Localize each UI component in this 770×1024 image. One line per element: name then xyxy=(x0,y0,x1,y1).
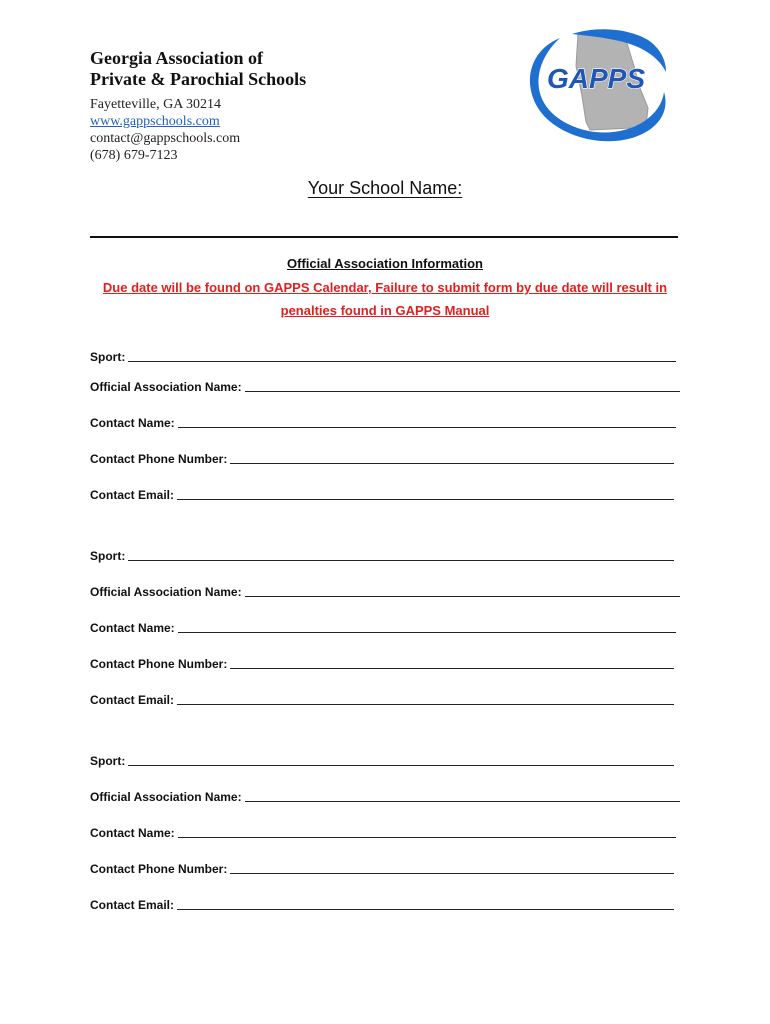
org-address: Fayetteville, GA 30214 xyxy=(90,97,222,112)
organization-info xyxy=(90,48,450,164)
school-name-title xyxy=(0,178,770,199)
field-line[interactable] xyxy=(245,391,680,392)
contact-name-field[interactable] xyxy=(90,414,676,430)
field-label: Contact Email: xyxy=(90,693,175,707)
association-name-field[interactable] xyxy=(90,583,680,599)
association-name-field[interactable] xyxy=(90,788,680,804)
field-label: Sport: xyxy=(90,549,126,563)
school-name-line[interactable] xyxy=(90,236,678,238)
field-label: Contact Name: xyxy=(90,621,175,635)
field-label: Contact Email: xyxy=(90,488,175,502)
logo-wordmark: GAPPS xyxy=(546,63,646,94)
sport-field[interactable] xyxy=(90,752,674,768)
association-name-field[interactable] xyxy=(90,378,680,394)
field-label: Contact Name: xyxy=(90,826,175,840)
contact-phone-field[interactable] xyxy=(90,655,674,671)
sport-field[interactable] xyxy=(90,348,676,364)
field-line[interactable] xyxy=(128,361,676,362)
org-name-line2: Private & Parochial Schools xyxy=(90,69,307,89)
contact-name-field[interactable] xyxy=(90,824,676,840)
contact-email-field[interactable] xyxy=(90,486,674,502)
org-phone: (678) 679-7123 xyxy=(90,148,178,163)
field-line[interactable] xyxy=(230,463,674,464)
field-label: Contact Name: xyxy=(90,416,175,430)
field-line[interactable] xyxy=(178,427,676,428)
field-line[interactable] xyxy=(177,499,674,500)
contact-phone-field[interactable] xyxy=(90,450,674,466)
field-label: Contact Phone Number: xyxy=(90,862,228,876)
field-line[interactable] xyxy=(230,668,674,669)
field-line[interactable] xyxy=(177,909,674,910)
org-email: contact@gappschools.com xyxy=(90,131,241,146)
due-date-warning xyxy=(92,276,678,322)
field-line[interactable] xyxy=(245,596,680,597)
field-line[interactable] xyxy=(230,873,674,874)
contact-phone-field[interactable] xyxy=(90,860,674,876)
field-label: Contact Phone Number: xyxy=(90,452,228,466)
org-website-link[interactable]: www.gappschools.com xyxy=(90,114,220,129)
field-line[interactable] xyxy=(128,765,674,766)
contact-email-field[interactable] xyxy=(90,896,674,912)
contact-name-field[interactable] xyxy=(90,619,676,635)
field-label: Contact Phone Number: xyxy=(90,657,228,671)
field-label: Contact Email: xyxy=(90,898,175,912)
sport-field[interactable] xyxy=(90,547,674,563)
field-line[interactable] xyxy=(177,704,674,705)
warning-line-2: penalties found in GAPPS Manual xyxy=(280,303,490,318)
warning-line-1: Due date will be found on GAPPS Calendar, Failure to submit form by due date will result in xyxy=(102,280,668,295)
org-name-line1: Georgia Association of xyxy=(90,48,263,68)
field-line[interactable] xyxy=(178,632,676,633)
field-label: Official Association Name: xyxy=(90,380,242,394)
gapps-logo xyxy=(520,26,670,150)
field-line[interactable] xyxy=(178,837,676,838)
section-heading: Official Association Information xyxy=(287,256,483,271)
field-label: Official Association Name: xyxy=(90,585,242,599)
field-label: Official Association Name: xyxy=(90,790,242,804)
field-label: Sport: xyxy=(90,754,126,768)
school-name-label: Your School Name: xyxy=(307,178,463,198)
field-label: Sport: xyxy=(90,350,126,364)
field-line[interactable] xyxy=(128,560,674,561)
contact-email-field[interactable] xyxy=(90,691,674,707)
field-line[interactable] xyxy=(245,801,680,802)
